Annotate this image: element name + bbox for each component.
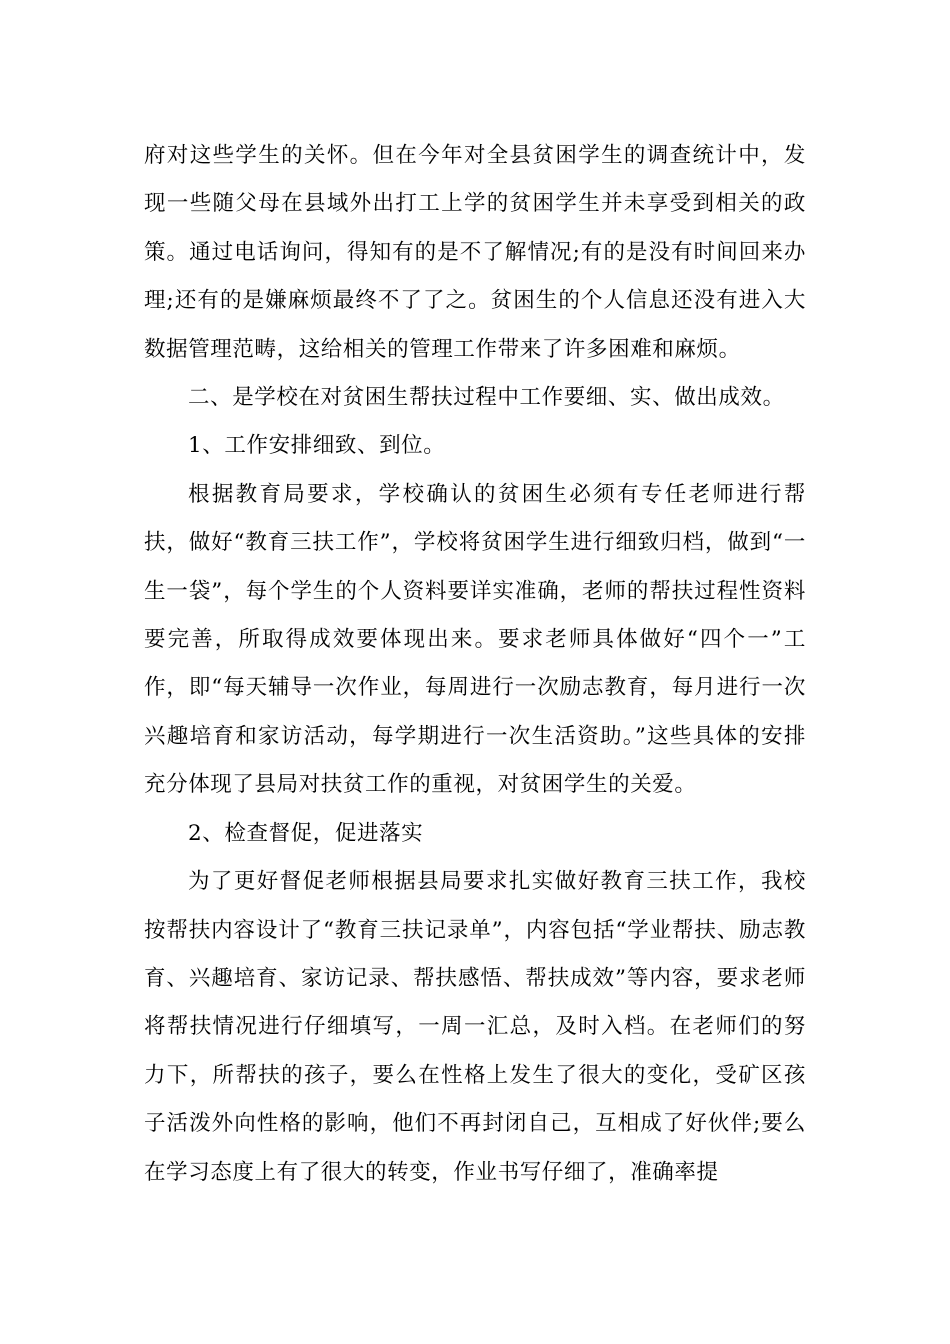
document-body: [144, 132, 806, 1197]
paragraph-4: 根据教育局要求，学校确认的贫困生必须有专任老师进行帮扶，做好“教育三扶工作”，学校将贫困学生进行细致归档，做到“一生一袋”，每个学生的个人资料要详实准确，老师的帮扶过程性资料要完善，所取得成效要体现出来。要求老师具体做好“四个一”工作，即“每天辅导一次作业，每周进行一次励志教育，每月进行一次兴趣培育和家访活动，每学期进行一次生活资助。”这些具体的安排充分体现了县局对扶贫工作的重视，对贫困学生的关爱。: [144, 481, 806, 798]
paragraph-6: 为了更好督促老师根据县局要求扎实做好教育三扶工作，我校按帮扶内容设计了“教育三扶记录单”，内容包括“学业帮扶、励志教育、兴趣培育、家访记录、帮扶感悟、帮扶成效”等内容，要求老师将帮扶情况进行仔细填写，一周一汇总，及时入档。在老师们的努力下，所帮扶的孩子，要么在性格上发生了很大的变化，受矿区孩子活泼外向性格的影响，他们不再封闭自己，互相成了好伙伴;要么在学习态度上有了很大的转变，作业书写仔细了，准确率提: [144, 869, 806, 1185]
paragraph-3: 1、工作安排细致、到位。: [188, 433, 446, 459]
paragraph-2: 二、是学校在对贫困生帮扶过程中工作要细、实、做出成效。: [188, 385, 785, 411]
paragraph-5: 2、检查督促，促进落实: [188, 820, 424, 846]
paragraph-1: 府对这些学生的关怀。但在今年对全县贫困学生的调查统计中，发现一些随父母在县域外出打工上学的贫困学生并未享受到相关的政策。通过电话询问，得知有的是不了解情况;有的是没有时间回来办理;还有的是嫌麻烦最终不了了之。贫困生的个人信息还没有进入大数据管理范畴，这给相关的管理工作带来了许多困难和麻烦。: [144, 143, 806, 362]
